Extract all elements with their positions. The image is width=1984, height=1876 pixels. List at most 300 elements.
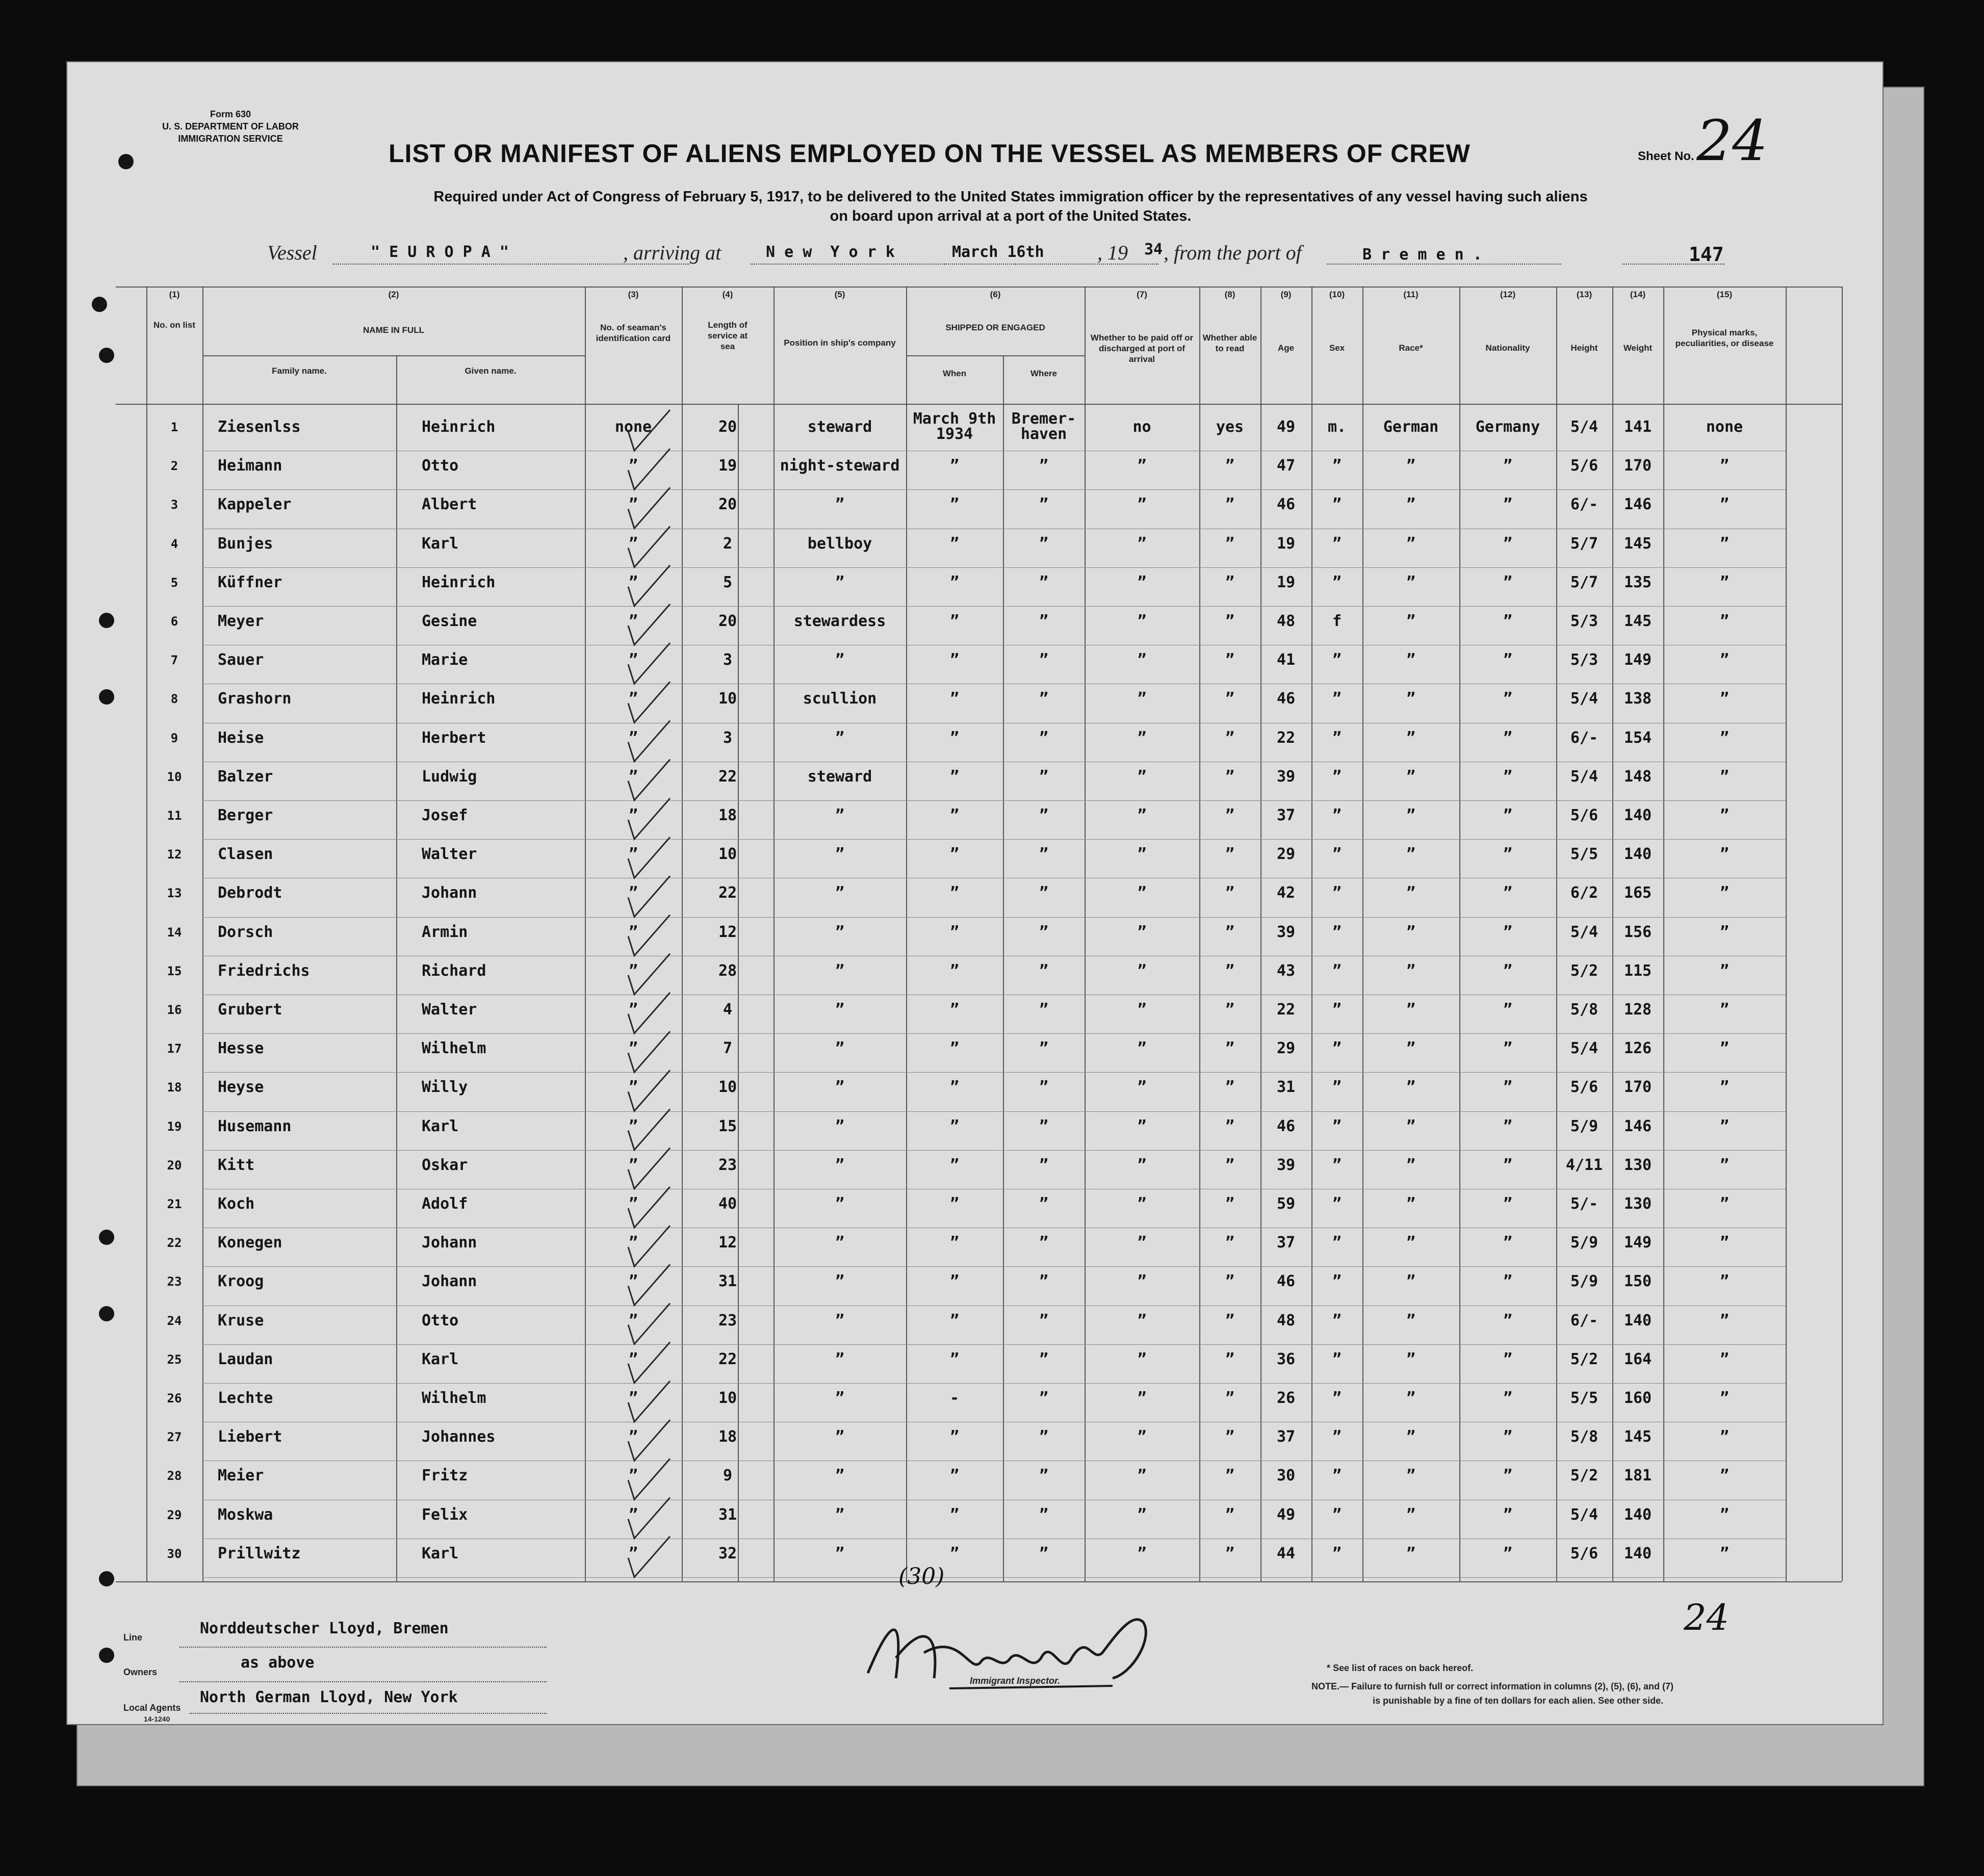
row-21-height: 5/-: [1570, 1195, 1599, 1213]
row-15-marks: ”: [1719, 961, 1730, 980]
row-20-no: 20: [167, 1158, 182, 1172]
row-17-given: Wilhelm: [422, 1039, 486, 1058]
row-17-position: ”: [835, 1039, 845, 1058]
row-9-paid: ”: [1137, 728, 1147, 747]
row-11-weight: 140: [1624, 806, 1652, 824]
row-24-weight: 140: [1624, 1311, 1652, 1330]
row-22-where: ”: [1039, 1234, 1049, 1252]
row-28-service: 9: [723, 1467, 733, 1485]
row-13-service: 22: [718, 884, 737, 902]
row-26-position: ”: [835, 1389, 845, 1407]
row-12-where: ”: [1039, 845, 1049, 864]
fine-note: NOTE.— Failure to furnish full or correct information in columns (2), (5), (6), and (7) is punishable by a fine of ten dollars for each alien. See other side.: [1311, 1681, 1674, 1706]
row-29-paid: ”: [1137, 1505, 1147, 1524]
row-26-weight: 160: [1624, 1389, 1652, 1407]
row-22-race: ”: [1406, 1234, 1416, 1252]
row-27-weight: 145: [1624, 1428, 1652, 1446]
row-30-family: Prillwitz: [218, 1544, 301, 1562]
row-1-card: none: [614, 418, 652, 436]
check-mark: [628, 1304, 670, 1344]
col-num-3: (3): [628, 290, 639, 299]
col-header-family: Family name.: [272, 366, 327, 376]
row-11-paid: ”: [1137, 806, 1147, 824]
owners-value: as above: [241, 1654, 315, 1672]
row-7-where: ”: [1039, 651, 1049, 669]
row-29-service: 31: [718, 1505, 737, 1524]
col-header-name: NAME IN FULL: [363, 325, 424, 335]
inspector-signature: [847, 1602, 1174, 1704]
row-17-race: ”: [1406, 1039, 1416, 1058]
col-num-7: (7): [1137, 290, 1147, 299]
row-10-position: steward: [807, 767, 872, 786]
row-1-sex: m.: [1327, 418, 1347, 436]
row-25-age: 36: [1276, 1350, 1296, 1368]
arriving-label: , arriving at: [623, 241, 722, 264]
row-28-age: 30: [1276, 1467, 1296, 1485]
row-19-family: Husemann: [218, 1117, 292, 1135]
manifest-sheet: [66, 61, 1884, 1725]
row-12-service: 10: [718, 845, 737, 864]
row-29-weight: 140: [1624, 1505, 1652, 1524]
row-12-nationality: ”: [1503, 845, 1513, 864]
row-29-nationality: ”: [1503, 1505, 1513, 1524]
row-7-age: 41: [1276, 651, 1296, 669]
row-9-where: ”: [1039, 728, 1049, 747]
row-9-position: ”: [835, 728, 845, 747]
check-mark: [628, 1226, 670, 1266]
row-7-sex: ”: [1332, 651, 1342, 669]
row-23-nationality: ”: [1503, 1272, 1513, 1291]
row-6-given: Gesine: [422, 612, 477, 630]
row-20-given: Oskar: [422, 1156, 468, 1174]
row-21-read: ”: [1225, 1195, 1235, 1213]
check-mark: [628, 1498, 670, 1539]
line-label: Line: [123, 1632, 143, 1643]
row-20-card: ”: [628, 1156, 638, 1174]
vessel-name: " E U R O P A ": [371, 243, 509, 261]
row-1-service: 20: [718, 418, 737, 436]
row-18-no: 18: [167, 1080, 182, 1095]
row-30-marks: ”: [1719, 1544, 1730, 1562]
row-29-age: 49: [1276, 1505, 1296, 1524]
row-24-height: 6/-: [1570, 1311, 1599, 1330]
row-21-given: Adolf: [422, 1195, 468, 1213]
row-25-position: ”: [835, 1350, 845, 1368]
row-21-marks: ”: [1719, 1195, 1730, 1213]
row-25-paid: ”: [1137, 1350, 1147, 1368]
row-8-service: 10: [718, 690, 737, 708]
col-num-2: (2): [388, 290, 399, 299]
row-24-race: ”: [1406, 1311, 1416, 1330]
row-6-sex: f: [1332, 612, 1342, 630]
row-8-race: ”: [1406, 690, 1416, 708]
row-15-weight: 115: [1624, 961, 1652, 980]
row-2-sex: ”: [1332, 457, 1342, 475]
row-19-card: ”: [628, 1117, 638, 1135]
row-13-paid: ”: [1137, 884, 1147, 902]
row-14-age: 39: [1276, 923, 1296, 941]
row-9-sex: ”: [1332, 728, 1342, 747]
row-24-family: Kruse: [218, 1311, 264, 1330]
row-5-service: 5: [723, 573, 733, 591]
row-14-sex: ”: [1332, 923, 1342, 941]
row-25-weight: 164: [1624, 1350, 1652, 1368]
row-10-paid: ”: [1137, 767, 1147, 786]
row-18-nationality: ”: [1503, 1078, 1513, 1097]
row-8-weight: 138: [1624, 690, 1652, 708]
sheet-label: Sheet No.: [1638, 149, 1694, 163]
row-23-service: 31: [718, 1272, 737, 1291]
row-16-race: ”: [1406, 1001, 1416, 1019]
row-16-given: Walter: [422, 1001, 477, 1019]
row-12-family: Clasen: [218, 845, 273, 864]
row-20-where: ”: [1039, 1156, 1049, 1174]
row-6-paid: ”: [1137, 612, 1147, 630]
row-10-given: Ludwig: [422, 767, 477, 786]
row-22-age: 37: [1276, 1234, 1296, 1252]
row-27-race: ”: [1406, 1428, 1416, 1446]
check-mark: [628, 1458, 670, 1499]
row-21-position: ”: [835, 1195, 845, 1213]
row-19-age: 46: [1276, 1117, 1296, 1135]
row-11-where: ”: [1039, 806, 1049, 824]
row-2-card: ”: [628, 457, 638, 475]
row-28-paid: ”: [1137, 1467, 1147, 1485]
row-9-weight: 154: [1624, 728, 1652, 747]
arrival-year: 34: [1144, 241, 1163, 258]
row-24-service: 23: [718, 1311, 737, 1330]
row-11-age: 37: [1276, 806, 1296, 824]
row-8-no: 8: [170, 692, 178, 707]
row-14-given: Armin: [422, 923, 468, 941]
row-2-when: ”: [949, 457, 960, 475]
row-15-card: ”: [628, 961, 638, 980]
row-5-race: ”: [1406, 573, 1416, 591]
row-15-race: ”: [1406, 961, 1416, 980]
row-16-nationality: ”: [1503, 1001, 1513, 1019]
row-4-marks: ”: [1719, 534, 1730, 553]
col-num-12: (12): [1500, 290, 1516, 299]
row-18-card: ”: [628, 1078, 638, 1097]
row-7-given: Marie: [422, 651, 468, 669]
row-21-sex: ”: [1332, 1195, 1342, 1213]
row-3-given: Albert: [422, 496, 477, 514]
row-3-marks: ”: [1719, 496, 1730, 514]
row-1-marks: none: [1706, 418, 1743, 436]
row-24-nationality: ”: [1503, 1311, 1513, 1330]
row-5-where: ”: [1039, 573, 1049, 591]
row-1-height: 5/4: [1570, 418, 1599, 436]
race-note: * See list of races on back hereof.: [1327, 1663, 1474, 1673]
row-23-race: ”: [1406, 1272, 1416, 1291]
row-17-read: ”: [1225, 1039, 1235, 1058]
row-28-given: Fritz: [422, 1467, 468, 1485]
row-5-when: ”: [949, 573, 960, 591]
row-8-sex: ”: [1332, 690, 1342, 708]
row-29-sex: ”: [1332, 1505, 1342, 1524]
check-mark: [628, 1148, 670, 1189]
check-mark: [628, 760, 670, 800]
row-3-position: ”: [835, 496, 845, 514]
row-7-card: ”: [628, 651, 638, 669]
row-18-sex: ”: [1332, 1078, 1342, 1097]
row-16-read: ”: [1225, 1001, 1235, 1019]
row-16-card: ”: [628, 1001, 638, 1019]
row-19-where: ”: [1039, 1117, 1049, 1135]
row-13-read: ”: [1225, 884, 1235, 902]
row-24-marks: ”: [1719, 1311, 1730, 1330]
row-14-family: Dorsch: [218, 923, 273, 941]
row-22-card: ”: [628, 1234, 638, 1252]
col-header-paid-off: Whether to be paid off or discharged at port of arrival: [1090, 333, 1194, 364]
arriving-port: N e w Y o r k: [766, 243, 895, 261]
row-17-no: 17: [167, 1041, 182, 1056]
row-13-race: ”: [1406, 884, 1416, 902]
row-27-given: Johannes: [422, 1428, 496, 1446]
row-21-when: ”: [949, 1195, 960, 1213]
row-24-when: ”: [949, 1311, 960, 1330]
row-29-race: ”: [1406, 1505, 1416, 1524]
row-24-age: 48: [1276, 1311, 1296, 1330]
row-28-read: ”: [1225, 1467, 1235, 1485]
row-6-card: ”: [628, 612, 638, 630]
row-29-read: ”: [1225, 1505, 1235, 1524]
check-mark: [628, 721, 670, 762]
row-4-race: ”: [1406, 534, 1416, 553]
row-30-where: ”: [1039, 1544, 1049, 1562]
row-10-age: 39: [1276, 767, 1296, 786]
row-15-height: 5/2: [1570, 961, 1599, 980]
row-2-given: Otto: [422, 457, 459, 475]
row-13-height: 6/2: [1570, 884, 1599, 902]
row-15-paid: ”: [1137, 961, 1147, 980]
row-6-when: ”: [949, 612, 960, 630]
row-7-height: 5/3: [1570, 651, 1599, 669]
row-25-family: Laudan: [218, 1350, 273, 1368]
row-18-race: ”: [1406, 1078, 1416, 1097]
row-21-service: 40: [718, 1195, 737, 1213]
row-4-position: bellboy: [807, 534, 872, 553]
row-5-paid: ”: [1137, 573, 1147, 591]
row-1-position: steward: [807, 418, 872, 436]
row-24-paid: ”: [1137, 1311, 1147, 1330]
list-number: 147: [1689, 243, 1724, 266]
service-name: IMMIGRATION SERVICE: [178, 134, 283, 144]
row-18-given: Willy: [422, 1078, 468, 1097]
row-13-no: 13: [167, 886, 182, 901]
row-2-family: Heimann: [218, 457, 282, 475]
form-code: 14-1240: [144, 1715, 170, 1723]
row-12-position: ”: [835, 845, 845, 864]
row-13-family: Debrodt: [218, 884, 282, 902]
row-3-weight: 146: [1624, 496, 1652, 514]
row-9-race: ”: [1406, 728, 1416, 747]
row-26-family: Lechte: [218, 1389, 273, 1407]
row-21-card: ”: [628, 1195, 638, 1213]
agents-value: North German Lloyd, New York: [200, 1688, 458, 1706]
row-15-where: ”: [1039, 961, 1049, 980]
row-18-marks: ”: [1719, 1078, 1730, 1097]
row-28-weight: 181: [1624, 1467, 1652, 1485]
row-22-sex: ”: [1332, 1234, 1342, 1252]
check-mark: [628, 993, 670, 1033]
row-26-nationality: ”: [1503, 1389, 1513, 1407]
row-3-age: 46: [1276, 496, 1296, 514]
row-23-position: ”: [835, 1272, 845, 1291]
row-12-card: ”: [628, 845, 638, 864]
check-mark: [628, 1070, 670, 1111]
row-16-weight: 128: [1624, 1001, 1652, 1019]
row-4-weight: 145: [1624, 534, 1652, 553]
row-21-paid: ”: [1137, 1195, 1147, 1213]
row-7-nationality: ”: [1503, 651, 1513, 669]
row-30-service: 32: [718, 1544, 737, 1562]
row-21-nationality: ”: [1503, 1195, 1513, 1213]
row-21-family: Koch: [218, 1195, 255, 1213]
row-17-when: ”: [949, 1039, 960, 1058]
col-num-13: (13): [1576, 290, 1592, 299]
row-6-height: 5/3: [1570, 612, 1599, 630]
row-21-where: ”: [1039, 1195, 1049, 1213]
row-17-age: 29: [1276, 1039, 1296, 1058]
row-5-family: Küffner: [218, 573, 282, 591]
row-23-when: ”: [949, 1272, 960, 1291]
row-23-no: 23: [167, 1274, 182, 1289]
row-14-no: 14: [167, 925, 182, 940]
row-4-where: ”: [1039, 534, 1049, 553]
row-14-read: ”: [1225, 923, 1235, 941]
row-5-no: 5: [170, 575, 178, 590]
col-header-race: Race*: [1399, 343, 1423, 353]
row-26-height: 5/5: [1570, 1389, 1599, 1407]
row-6-service: 20: [718, 612, 737, 630]
col-header-position: Position in ship's company: [784, 338, 896, 348]
row-16-family: Grubert: [218, 1001, 282, 1019]
row-22-nationality: ”: [1503, 1234, 1513, 1252]
row-1-weight: 141: [1624, 418, 1652, 436]
check-mark: [628, 1264, 670, 1305]
row-2-position: night-steward: [780, 457, 900, 475]
row-12-read: ”: [1225, 845, 1235, 864]
row-27-service: 18: [718, 1428, 737, 1446]
row-18-paid: ”: [1137, 1078, 1147, 1097]
check-mark: [628, 527, 670, 567]
row-11-position: ”: [835, 806, 845, 824]
row-29-card: ”: [628, 1505, 638, 1524]
row-8-when: ”: [949, 690, 960, 708]
row-22-weight: 149: [1624, 1234, 1652, 1252]
row-17-service: 7: [723, 1039, 733, 1058]
handwritten-page-number: 24: [1684, 1597, 1730, 1638]
row-14-card: ”: [628, 923, 638, 941]
row-1-race: German: [1383, 418, 1439, 436]
col-header-where: Where: [1030, 369, 1057, 378]
row-20-read: ”: [1225, 1156, 1235, 1174]
sheet-number: 24: [1696, 108, 1768, 173]
row-28-where: ”: [1039, 1467, 1049, 1485]
row-7-position: ”: [835, 651, 845, 669]
row-14-race: ”: [1406, 923, 1416, 941]
row-4-height: 5/7: [1570, 534, 1599, 553]
row-25-read: ”: [1225, 1350, 1235, 1368]
row-30-no: 30: [167, 1546, 182, 1561]
row-22-read: ”: [1225, 1234, 1235, 1252]
row-2-no: 2: [170, 459, 178, 474]
col-num-14: (14): [1630, 290, 1646, 299]
col-num-8: (8): [1224, 290, 1235, 299]
row-2-race: ”: [1406, 457, 1416, 475]
row-19-when: ”: [949, 1117, 960, 1135]
row-9-card: ”: [628, 728, 638, 747]
row-7-paid: ”: [1137, 651, 1147, 669]
row-30-weight: 140: [1624, 1544, 1652, 1562]
row-29-no: 29: [167, 1507, 182, 1522]
row-16-no: 16: [167, 1003, 182, 1017]
row-2-where: ”: [1039, 457, 1049, 475]
row-20-weight: 130: [1624, 1156, 1652, 1174]
col-header-height: Height: [1570, 343, 1598, 353]
row-11-height: 5/6: [1570, 806, 1599, 824]
row-23-height: 5/9: [1570, 1272, 1599, 1291]
row-17-paid: ”: [1137, 1039, 1147, 1058]
row-30-age: 44: [1276, 1544, 1296, 1562]
row-11-marks: ”: [1719, 806, 1730, 824]
row-10-nationality: ”: [1503, 767, 1513, 786]
row-6-race: ”: [1406, 612, 1416, 630]
row-6-no: 6: [170, 614, 178, 629]
check-mark: [628, 837, 670, 878]
row-19-position: ”: [835, 1117, 845, 1135]
row-11-read: ”: [1225, 806, 1235, 824]
row-27-card: ”: [628, 1428, 638, 1446]
row-6-nationality: ”: [1503, 612, 1513, 630]
row-22-service: 12: [718, 1234, 737, 1252]
row-16-position: ”: [835, 1001, 845, 1019]
row-11-family: Berger: [218, 806, 273, 824]
row-26-card: ”: [628, 1389, 638, 1407]
row-24-position: ”: [835, 1311, 845, 1330]
row-20-paid: ”: [1137, 1156, 1147, 1174]
row-16-when: ”: [949, 1001, 960, 1019]
row-11-race: ”: [1406, 806, 1416, 824]
row-26-no: 26: [167, 1391, 182, 1405]
row-23-given: Johann: [422, 1272, 477, 1291]
row-14-service: 12: [718, 923, 737, 941]
year-prefix: , 19: [1097, 241, 1128, 264]
row-25-card: ”: [628, 1350, 638, 1368]
row-9-service: 3: [723, 728, 733, 747]
row-11-when: ”: [949, 806, 960, 824]
row-9-family: Heise: [218, 728, 264, 747]
row-5-given: Heinrich: [422, 573, 496, 591]
row-26-when: -: [949, 1389, 960, 1407]
department-name: U. S. DEPARTMENT OF LABOR: [162, 121, 299, 132]
row-28-no: 28: [167, 1469, 182, 1483]
row-26-sex: ”: [1332, 1389, 1342, 1407]
row-12-marks: ”: [1719, 845, 1730, 864]
row-28-marks: ”: [1719, 1467, 1730, 1485]
row-21-no: 21: [167, 1197, 182, 1211]
check-mark: [628, 449, 670, 489]
row-26-read: ”: [1225, 1389, 1235, 1407]
row-1-family: Ziesenlss: [218, 418, 301, 436]
row-14-when: ”: [949, 923, 960, 941]
row-24-sex: ”: [1332, 1311, 1342, 1330]
col-header-card: No. of seaman's identification card: [596, 323, 671, 343]
row-20-family: Kitt: [218, 1156, 255, 1174]
row-1-no: 1: [170, 420, 178, 434]
row-28-height: 5/2: [1570, 1467, 1599, 1485]
